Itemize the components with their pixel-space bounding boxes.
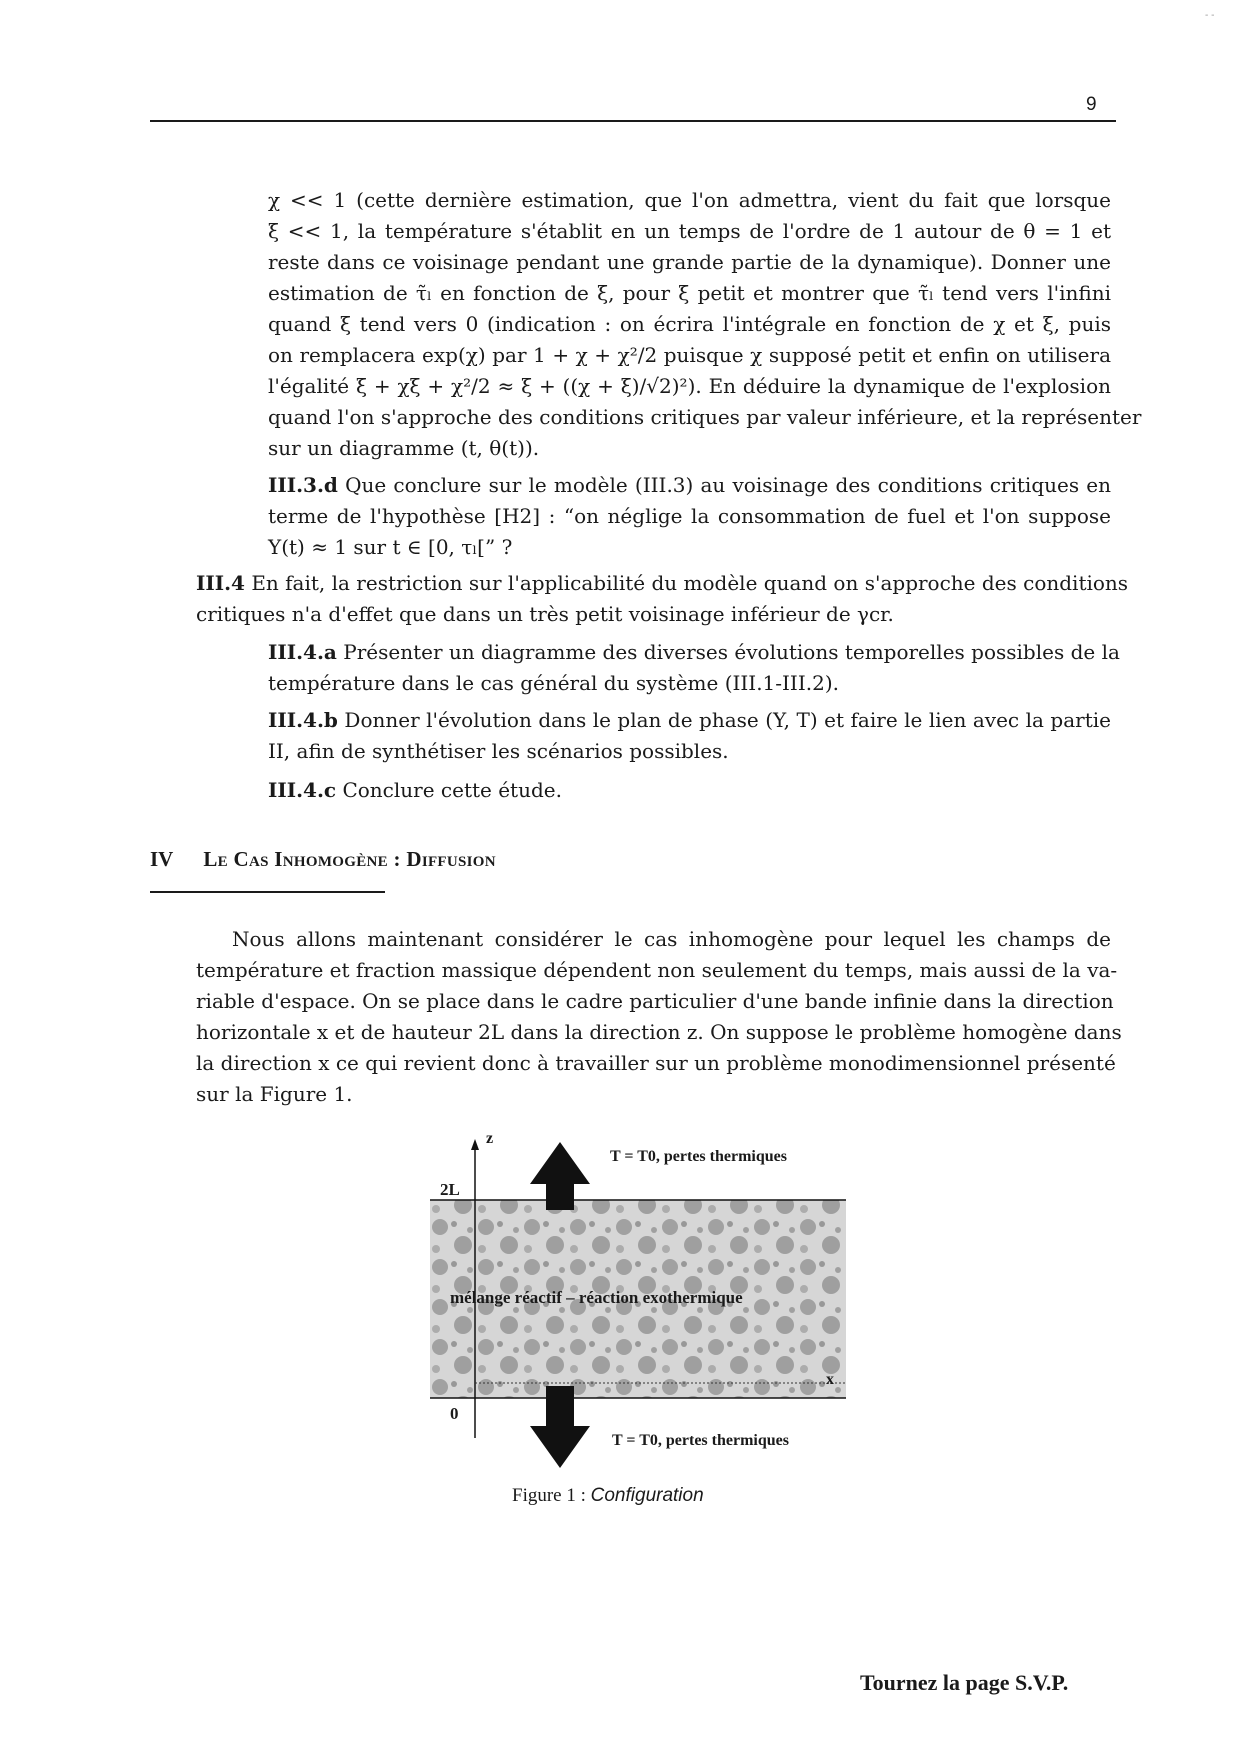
text-line: riable d'espace. On se place dans le cadre particulier d'une bande infinie dans la direction [196, 989, 1114, 1013]
figure-caption-title: Configuration [590, 1485, 704, 1506]
section-number: IV [150, 847, 174, 871]
question-III-4-c [268, 775, 1111, 806]
text-line: critiques n'a d'effet que dans un très petit voisinage inférieur de γcr. [196, 602, 894, 626]
text-line [268, 470, 1111, 501]
x-axis-label: x [826, 1371, 834, 1388]
section-title: Le Cas Inhomogène : Diffusion [203, 847, 496, 871]
text-line: II, afin de synthétiser les scénarios possibles. [268, 739, 729, 763]
question-label: III.3.d [268, 473, 338, 497]
question-III-4 [196, 568, 1129, 630]
text-line: sur un diagramme (t, θ(t)). [268, 436, 540, 460]
text-line: χ << 1 (cette dernière estimation, que l'on admettra, vient du fait que lorsque [268, 188, 1111, 212]
text-line: reste dans ce voisinage pendant une grande partie de la dynamique). Donner une [268, 250, 1111, 274]
figure-caption-prefix: Figure 1 : [512, 1485, 586, 1506]
text-line: l'égalité ξ + χξ + χ²/2 ≈ ξ + ((χ + ξ)/√2)²). En déduire la dynamique de l'explosion [268, 374, 1111, 398]
text-line: température et fraction massique dépendent non seulement du temps, mais aussi de la va- [196, 958, 1118, 982]
question-label: III.4 [196, 571, 245, 595]
text-line: horizontale x et de hauteur 2L dans la direction z. On suppose le problème homogène dans [196, 1020, 1122, 1044]
question-text: Donner l'évolution dans le plan de phase (Y, T) et faire le lien avec la partie [344, 708, 1111, 732]
text-line [268, 705, 1111, 736]
question-text: Conclure cette étude. [342, 778, 562, 802]
text-line: sur la Figure 1. [196, 1082, 353, 1106]
top-boundary-label: T = T0, pertes thermiques [610, 1148, 787, 1165]
question-text: Présenter un diagramme des diverses évolutions temporelles possibles de la [343, 640, 1120, 664]
label-2L: 2L [440, 1180, 460, 1199]
text-line: quand ξ tend vers 0 (indication : on écrira l'intégrale en fonction de χ et ξ, puis [268, 312, 1111, 336]
text-line: Y(t) ≈ 1 sur t ∈ [0, τₗ[” ? [268, 535, 513, 559]
footer-turn-page: Tournez la page S.V.P. [860, 1670, 1069, 1695]
text-line [196, 568, 1129, 599]
figure-caption [512, 1485, 704, 1507]
text-line: température dans le cas général du système (III.1-III.2). [268, 671, 839, 695]
text-line: ξ << 1, la température s'établit en un temps de l'ordre de 1 autour de θ = 1 et [268, 219, 1111, 243]
z-axis-label: z [486, 1130, 494, 1147]
figure-configuration [430, 1130, 850, 1478]
page-number: 9 [1086, 94, 1097, 115]
text-line: on remplacera exp(χ) par 1 + χ + χ²/2 puisque χ supposé petit et enfin on utilisera [268, 343, 1111, 367]
question-III-4-a [268, 637, 1120, 699]
text-line [268, 775, 1111, 806]
label-0: 0 [450, 1404, 459, 1423]
margin-mark: - - [1205, 10, 1215, 21]
header-rule [150, 120, 1116, 122]
question-label: III.4.b [268, 708, 338, 732]
bottom-boundary-label: T = T0, pertes thermiques [612, 1432, 789, 1449]
text-line: terme de l'hypothèse [H2] : “on néglige la consommation de fuel et l'on suppose [268, 504, 1111, 528]
continuation-paragraph [268, 185, 1142, 464]
text-line: estimation de τ̃ₗ en fonction de ξ, pour ξ petit et montrer que τ̃ₗ tend vers l'infini [268, 281, 1111, 305]
question-label: III.4.c [268, 778, 337, 802]
reactive-mixture-label: mélange réactif – réaction exothermique [450, 1288, 743, 1307]
section-underline [150, 891, 385, 893]
section-intro-paragraph [196, 924, 1122, 1110]
question-text: Que conclure sur le modèle (III.3) au voisinage des conditions critiques en [345, 473, 1112, 497]
question-III-3-d [268, 470, 1111, 563]
text-line: quand l'on s'approche des conditions critiques par valeur inférieure, et la représenter [268, 405, 1142, 429]
text-line [268, 637, 1120, 668]
question-label: III.4.a [268, 640, 337, 664]
text-line: Nous allons maintenant considérer le cas inhomogène pour lequel les champs de [232, 927, 1111, 951]
question-text: En fait, la restriction sur l'applicabilité du modèle quand on s'approche des conditions [251, 571, 1129, 595]
question-III-4-b [268, 705, 1111, 767]
section-heading [150, 847, 496, 872]
z-axis-arrowhead [471, 1139, 479, 1150]
figure-diagram [430, 1138, 850, 1478]
text-line: la direction x ce qui revient donc à travailler sur un problème monodimensionnel présenté [196, 1051, 1116, 1075]
